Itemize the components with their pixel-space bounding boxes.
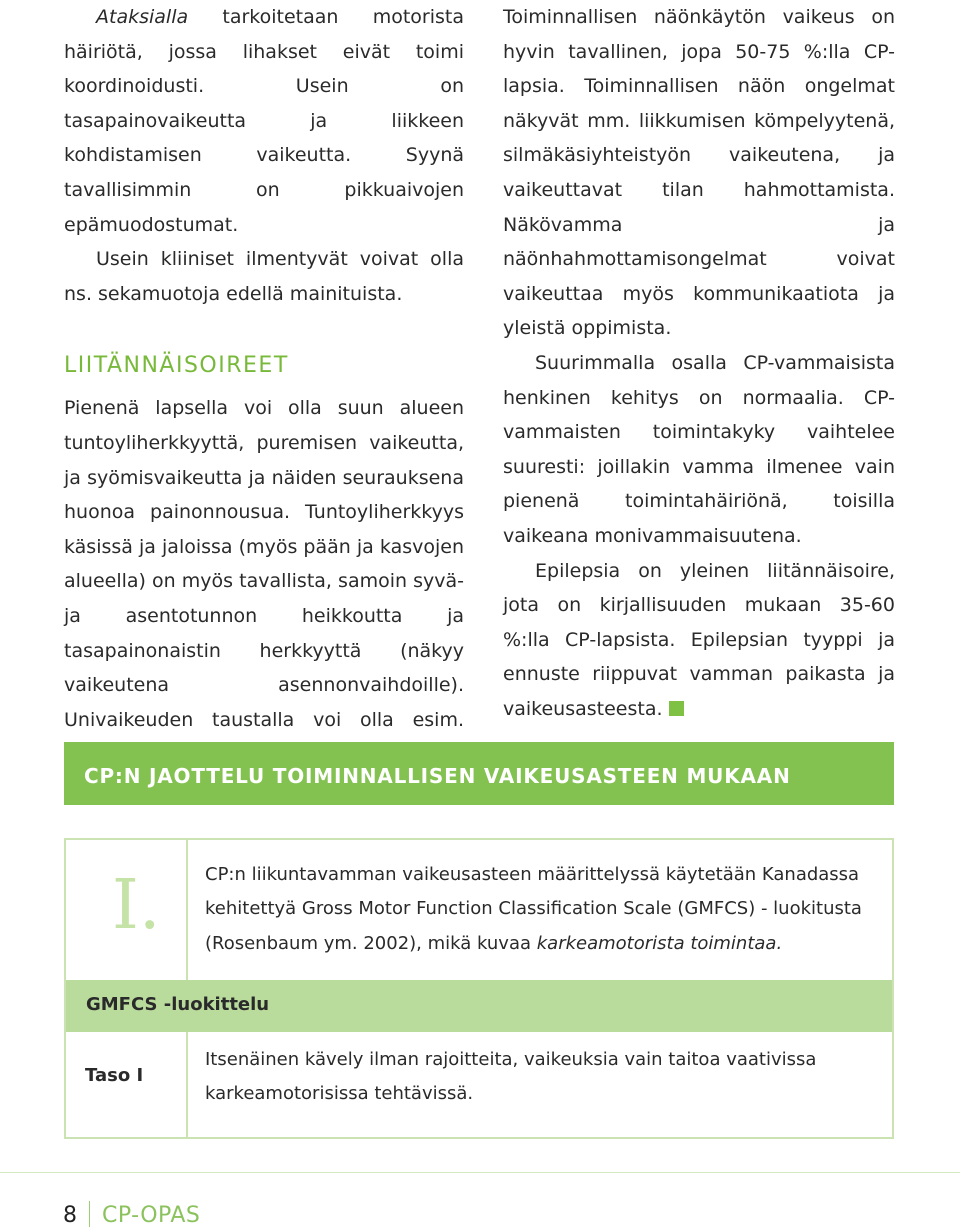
paragraph-naonkaytto: Toiminnallisen näönkäytön vaikeus on hyvin tavallinen, jopa 50-75 %:lla CP-lapsia. Toiminnallisen näön ongelmat näkyvät mm. liikkumisen kömpelyytenä, silmäkäsiyhteistyön vaikeutena, ja vaikeuttavat tilan hahmottamista. Näkövamma ja näönhahmottamisongelmat voivat vaikeuttaa myös kommunikaatiota ja yleistä oppimista. [503,6,895,340]
page-footer [63,1201,200,1231]
right-column [503,0,895,726]
gmfcs-intro [205,858,875,961]
gmfcs-heading-band: GMFCS -luokittelu [66,980,892,1032]
footer-divider [0,1172,960,1173]
column-divider-bottom [186,1032,188,1137]
roman-numeral: I. [112,866,161,945]
level-label: Taso I [85,1065,144,1086]
paragraph-epilepsia [503,554,895,727]
footer-separator [89,1201,90,1227]
section-banner: CP:N JAOTTELU TOIMINNALLISEN VAIKEUSASTEEN MUKAAN [64,742,894,805]
left-column [64,0,464,772]
ataksia-term: Ataksialla [96,6,189,28]
end-of-article-square-icon [669,701,684,716]
paragraph-liitannaisoireet: Pienenä lapsella voi olla suun alueen tuntoyliherkkyyttä, puremisen vaikeutta, ja syömisvaikeutta ja näiden seurauksena huonoa painonnousua. Tuntoyliherkkyys käsissä ja jaloissa (myös pään ja kasvojen alueella) on myös tavallista, samoin syvä- ja asentotunnon heikkoutta ja tasapainonaistin herkkyyttä (näkyy vaikeutena asennonvaihdoille). Univaikeuden taustalla voi olla esim. [64,397,464,731]
column-divider-top [186,840,188,980]
paragraph-sekamuodot: Usein kliiniset ilmentyvät voivat olla ns. sekamuotoja edellä mainituista. [64,248,464,305]
gmfcs-intro-text: CP:n liikuntavamman vaikeusasteen määrittelyssä käytetään Kanadassa kehitettyä Gross Motor Function Classification Scale (GMFCS) - luokitusta (Rosenbaum ym. 2002), mikä kuvaa [205,864,862,954]
paragraph-ataksia [64,0,464,242]
level-description: Itsenäinen kävely ilman rajoitteita, vaikeuksia vain taitoa vaativissa karkeamotorisissa tehtävissä. [205,1049,817,1105]
gmfcs-intro-italic: karkeamotorista toimintaa. [536,932,783,954]
page-number: 8 [63,1203,77,1228]
section-heading-liitannaisoireet: LIITÄNNÄISOIREET [64,353,289,379]
paragraph-kehitys: Suurimmalla osalla CP-vammaisista henkinen kehitys on normaalia. CP-vammaisten toimintakyky vaihtelee suuresti: joillakin vamma ilmenee vain pienenä toimintahäiriönä, toisilla vaikeana monivammaisuutena. [503,351,895,547]
epilepsia-text: Epilepsia on yleinen liitännäisoire, jota on kirjallisuuden mukaan 35-60 %:lla CP-lapsista. Epilepsian tyyppi ja ennuste riippuvat vamman paikasta ja vaikeusasteesta. [503,559,895,720]
ataksia-text: tarkoitetaan motorista häiriötä, jossa lihakset eivät toimi koordinoidusti. Usein on tasapainovaikeutta ja liikkeen kohdistamisen vaikeutta. Syynä tavallisimmin on pikkuaivojen epämuodostumat. [64,6,464,236]
publication-title: CP-OPAS [102,1203,201,1228]
